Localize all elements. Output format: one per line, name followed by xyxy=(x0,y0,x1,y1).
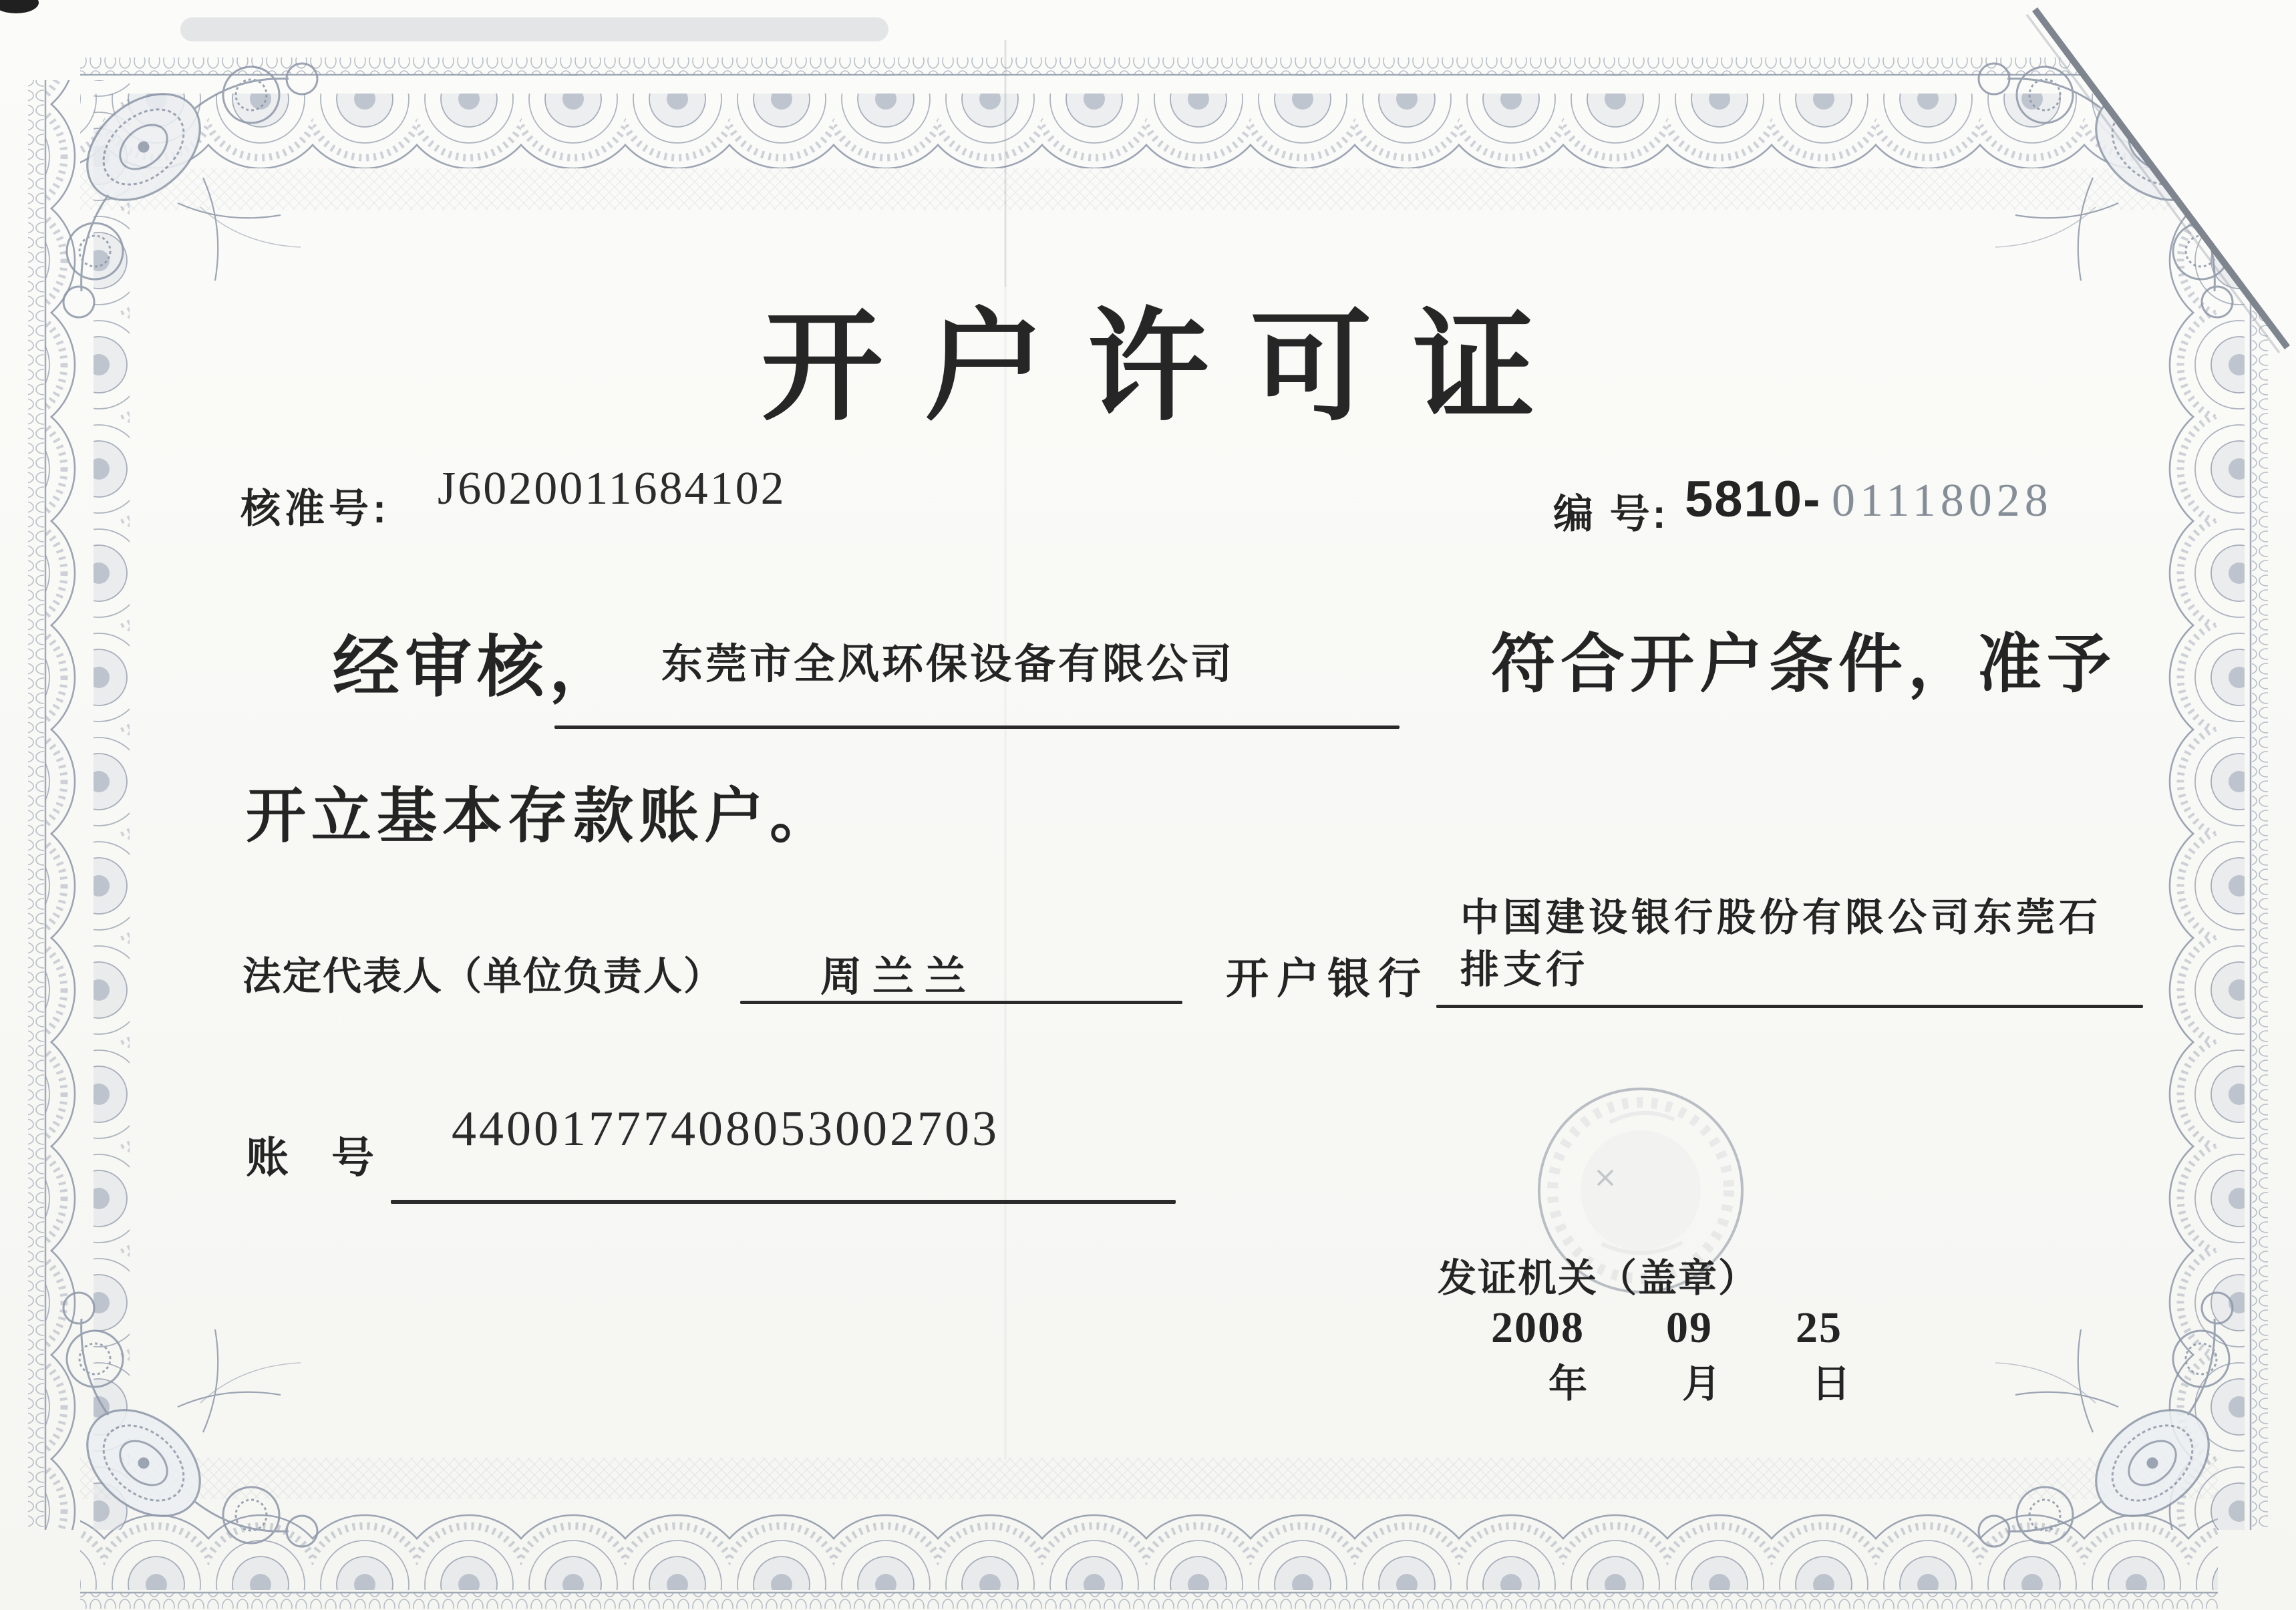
serial-no-prefix: 5810- xyxy=(1685,471,1822,528)
year-unit: 年 xyxy=(1548,1362,1588,1406)
legal-rep-underline xyxy=(740,1001,1182,1004)
audited-prefix: 经审核， xyxy=(333,630,621,705)
corner-ornament-bottom-left xyxy=(63,1293,317,1547)
bank-name-line1: 中国建设银行股份有限公司东莞石 xyxy=(1460,896,2102,939)
certificate-title: 开户许可证 xyxy=(761,299,1577,435)
serial-no-stamped-number: 01118028 xyxy=(1832,475,2053,526)
company-name-underline xyxy=(554,726,1400,729)
issue-date-month: 09 xyxy=(1666,1303,1713,1352)
issue-date-day: 25 xyxy=(1796,1303,1842,1352)
issuer-label: 发证机关（盖章） xyxy=(1438,1257,1759,1300)
scan-speck xyxy=(0,0,39,13)
bank-name-line2: 排支行 xyxy=(1460,948,1589,991)
day-unit: 日 xyxy=(1812,1362,1851,1406)
legal-rep-label: 法定代表人（单位负责人） xyxy=(242,955,724,998)
approval-no-value: J6020011684102 xyxy=(438,463,786,514)
account-no-underline xyxy=(391,1200,1176,1204)
account-no-label: 账 号 xyxy=(246,1134,374,1182)
issue-date-year: 2008 xyxy=(1491,1303,1585,1352)
approval-no-label: 核准号: xyxy=(240,486,390,531)
serial-no-label: 编 号: xyxy=(1553,492,1669,536)
border-bottom xyxy=(80,1458,2218,1609)
scan-smudge xyxy=(180,17,888,41)
bank-label: 开户银行 xyxy=(1226,955,1429,1003)
qualified-text: 符合开户条件，准予 xyxy=(1491,629,2116,700)
company-name: 东莞市全风环保设备有限公司 xyxy=(661,641,1235,687)
legal-rep-name: 周兰兰 xyxy=(820,954,977,1000)
month-unit: 月 xyxy=(1682,1362,1721,1406)
account-no-value: 44001777408053002703 xyxy=(452,1102,999,1156)
bank-underline xyxy=(1436,1005,2143,1008)
account-open-text: 开立基本存款账户。 xyxy=(246,783,835,850)
corner-ornament-bottom-right xyxy=(1979,1293,2233,1547)
border-top xyxy=(80,57,2218,210)
